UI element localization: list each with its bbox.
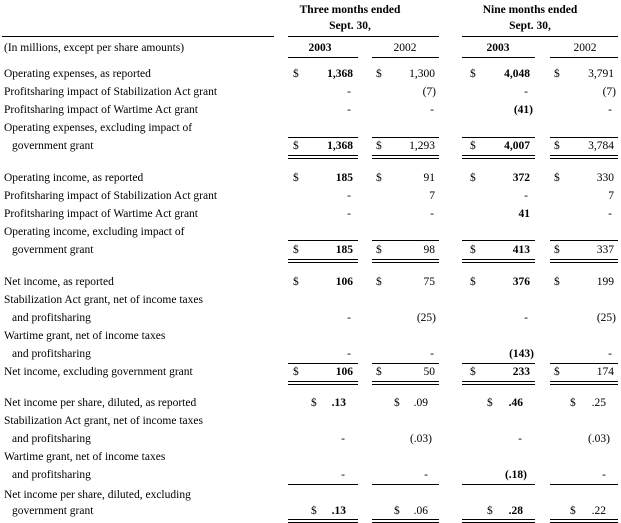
row-label: government grant bbox=[12, 505, 94, 517]
total-double-rule bbox=[462, 381, 535, 385]
row-label: Operating expenses, excluding impact of bbox=[4, 122, 193, 134]
total-double-rule bbox=[550, 519, 618, 523]
total-double-rule bbox=[462, 519, 535, 523]
dollar-sign: $ bbox=[470, 276, 476, 288]
value-3m-2003: 106 bbox=[335, 366, 353, 378]
value-9m-2003: 372 bbox=[512, 172, 530, 184]
dollar-sign: $ bbox=[570, 505, 576, 517]
dollar-sign: $ bbox=[311, 505, 317, 517]
subtotal-rule bbox=[550, 240, 618, 241]
three-months-header bbox=[275, 2, 425, 34]
column-header-rule-1 bbox=[288, 57, 358, 58]
dollar-sign: $ bbox=[293, 366, 299, 378]
total-double-rule bbox=[372, 259, 439, 263]
row-label: Net income per share, diluted, as reported bbox=[4, 397, 197, 409]
value-9m-2002: (25) bbox=[596, 312, 616, 324]
value-9m-2002: (.03) bbox=[587, 433, 610, 445]
column-header-rule-3 bbox=[462, 57, 535, 58]
value-3m-2003: 185 bbox=[335, 244, 353, 256]
header-divider-three-months bbox=[288, 36, 439, 37]
value-9m-2003: 233 bbox=[512, 366, 530, 378]
three-months-header-line1: Three months ended bbox=[299, 4, 401, 16]
table-row bbox=[0, 102, 621, 119]
total-double-rule bbox=[288, 155, 358, 159]
dollar-sign: $ bbox=[293, 276, 299, 288]
col-year-2: 2002 bbox=[393, 42, 417, 54]
value-9m-2002: 330 bbox=[596, 172, 614, 184]
dollar-sign: $ bbox=[376, 68, 382, 80]
row-label: Operating income, as reported bbox=[4, 172, 144, 184]
header-divider-nine-months bbox=[462, 36, 618, 37]
value-9m-2002: .22 bbox=[591, 505, 606, 517]
value-3m-2003: .13 bbox=[331, 505, 346, 517]
nine-months-header bbox=[455, 2, 605, 34]
units-row bbox=[0, 40, 621, 57]
value-9m-2003: .28 bbox=[508, 505, 523, 517]
value-3m-2003: - bbox=[347, 86, 351, 98]
subtotal-rule bbox=[288, 240, 358, 241]
value-9m-2002: - bbox=[608, 348, 612, 360]
dollar-sign: $ bbox=[554, 276, 560, 288]
value-9m-2003: - bbox=[524, 312, 528, 324]
value-3m-2002: - bbox=[424, 469, 428, 481]
row-label: Profitsharing impact of Stabilization Act grant bbox=[4, 190, 218, 202]
row-label: Profitsharing impact of Stabilization Act grant bbox=[4, 86, 218, 98]
value-9m-2002: 199 bbox=[596, 276, 614, 288]
dollar-sign: $ bbox=[376, 172, 382, 184]
value-3m-2003: - bbox=[347, 104, 351, 116]
dollar-sign: $ bbox=[487, 397, 493, 409]
total-double-rule bbox=[372, 381, 439, 385]
value-3m-2002: 75 bbox=[423, 276, 435, 288]
value-3m-2002: - bbox=[430, 348, 434, 360]
col-year-4: 2002 bbox=[573, 42, 597, 54]
table-row bbox=[0, 206, 621, 223]
subtotal-rule bbox=[462, 240, 535, 241]
table-row bbox=[0, 449, 621, 466]
value-3m-2002: (7) bbox=[422, 86, 436, 98]
value-3m-2002: 1,300 bbox=[409, 68, 435, 80]
subtotal-rule bbox=[372, 484, 439, 485]
row-label: Operating expenses, as reported bbox=[4, 68, 151, 80]
value-3m-2002: 98 bbox=[423, 244, 435, 256]
nine-months-header-line2: Sept. 30, bbox=[509, 20, 551, 32]
value-9m-2003: 41 bbox=[518, 208, 530, 220]
dollar-sign: $ bbox=[470, 366, 476, 378]
value-3m-2003: 185 bbox=[335, 172, 353, 184]
value-3m-2002: - bbox=[430, 208, 434, 220]
dollar-sign: $ bbox=[554, 140, 560, 152]
value-9m-2002: 3,784 bbox=[588, 140, 614, 152]
nine-months-header-line1: Nine months ended bbox=[482, 4, 578, 16]
value-3m-2003: - bbox=[347, 208, 351, 220]
value-3m-2002: .09 bbox=[413, 397, 428, 409]
table-row bbox=[0, 66, 621, 83]
dollar-sign: $ bbox=[376, 276, 382, 288]
table-row bbox=[0, 274, 621, 291]
value-9m-2002: - bbox=[608, 104, 612, 116]
total-double-rule bbox=[288, 381, 358, 385]
table-row bbox=[0, 310, 621, 327]
value-3m-2002: - bbox=[430, 104, 434, 116]
value-9m-2003: 4,048 bbox=[504, 68, 530, 80]
total-double-rule bbox=[372, 519, 439, 523]
dollar-sign: $ bbox=[487, 505, 493, 517]
value-3m-2002: 1,293 bbox=[409, 140, 435, 152]
dollar-sign: $ bbox=[470, 244, 476, 256]
table-row bbox=[0, 487, 621, 504]
dollar-sign: $ bbox=[293, 172, 299, 184]
dollar-sign: $ bbox=[470, 140, 476, 152]
dollar-sign: $ bbox=[570, 397, 576, 409]
value-9m-2003: (41) bbox=[513, 104, 533, 116]
row-label: government grant bbox=[12, 140, 94, 152]
value-9m-2003: 4,007 bbox=[504, 140, 530, 152]
table-row bbox=[0, 224, 621, 241]
dollar-sign: $ bbox=[376, 140, 382, 152]
dollar-sign: $ bbox=[293, 68, 299, 80]
row-label: Wartime grant, net of income taxes bbox=[4, 451, 166, 463]
value-3m-2002: 91 bbox=[423, 172, 435, 184]
table-row bbox=[0, 84, 621, 101]
subtotal-rule bbox=[462, 484, 535, 485]
total-double-rule bbox=[550, 155, 618, 159]
value-9m-2003: (.18) bbox=[504, 469, 527, 481]
subtotal-rule bbox=[288, 484, 358, 485]
table-row bbox=[0, 120, 621, 137]
dollar-sign: $ bbox=[394, 505, 400, 517]
table-row bbox=[0, 364, 621, 381]
value-3m-2002: .06 bbox=[413, 505, 428, 517]
column-header-rule-2 bbox=[372, 57, 439, 58]
value-9m-2002: .25 bbox=[591, 397, 606, 409]
column-header-rule-4 bbox=[550, 57, 618, 58]
dollar-sign: $ bbox=[376, 366, 382, 378]
row-label: Wartime grant, net of income taxes bbox=[4, 330, 166, 342]
value-9m-2002: 7 bbox=[608, 190, 614, 202]
table-row bbox=[0, 328, 621, 345]
table-row bbox=[0, 138, 621, 155]
subtotal-rule bbox=[372, 240, 439, 241]
value-9m-2003: 376 bbox=[512, 276, 530, 288]
row-label: Net income per share, diluted, excluding bbox=[4, 489, 191, 501]
value-3m-2003: 106 bbox=[335, 276, 353, 288]
dollar-sign: $ bbox=[554, 68, 560, 80]
value-9m-2003: - bbox=[524, 86, 528, 98]
row-label: Operating income, excluding impact of bbox=[4, 226, 185, 238]
dollar-sign: $ bbox=[470, 172, 476, 184]
row-label: Profitsharing impact of Wartime Act grant bbox=[4, 104, 198, 116]
row-label: Net income, excluding government grant bbox=[4, 366, 193, 378]
value-9m-2002: 174 bbox=[596, 366, 614, 378]
row-label: and profitsharing bbox=[12, 469, 91, 481]
value-9m-2002: - bbox=[608, 208, 612, 220]
subtotal-rule bbox=[550, 484, 618, 485]
dollar-sign: $ bbox=[554, 244, 560, 256]
row-label: Stabilization Act grant, net of income taxes bbox=[4, 415, 203, 427]
value-9m-2002: - bbox=[602, 469, 606, 481]
row-label: Profitsharing impact of Wartime Act grant bbox=[4, 208, 198, 220]
value-3m-2003: - bbox=[347, 190, 351, 202]
table-row bbox=[0, 188, 621, 205]
value-9m-2002: 3,791 bbox=[588, 68, 614, 80]
table-row bbox=[0, 242, 621, 259]
dollar-sign: $ bbox=[470, 68, 476, 80]
value-9m-2003: .46 bbox=[508, 397, 523, 409]
value-3m-2003: - bbox=[347, 312, 351, 324]
value-9m-2003: 413 bbox=[512, 244, 530, 256]
value-9m-2002: (7) bbox=[602, 86, 616, 98]
dollar-sign: $ bbox=[554, 172, 560, 184]
table-row bbox=[0, 292, 621, 309]
value-9m-2003: (143) bbox=[509, 348, 534, 360]
table-row bbox=[0, 503, 621, 520]
table-row bbox=[0, 395, 621, 412]
value-3m-2002: 50 bbox=[423, 366, 435, 378]
total-double-rule bbox=[372, 155, 439, 159]
table-row bbox=[0, 170, 621, 187]
col-year-1: 2003 bbox=[308, 42, 332, 54]
row-label: government grant bbox=[12, 244, 94, 256]
row-label: and profitsharing bbox=[12, 348, 91, 360]
units-label: (In millions, except per share amounts) bbox=[4, 42, 185, 54]
dollar-sign: $ bbox=[376, 244, 382, 256]
row-label: and profitsharing bbox=[12, 312, 91, 324]
value-3m-2003: 1,368 bbox=[327, 68, 353, 80]
total-double-rule bbox=[288, 519, 358, 523]
row-label: and profitsharing bbox=[12, 433, 91, 445]
value-3m-2003: .13 bbox=[331, 397, 346, 409]
total-double-rule bbox=[288, 259, 358, 263]
dollar-sign: $ bbox=[311, 397, 317, 409]
value-9m-2003: - bbox=[518, 433, 522, 445]
table-row bbox=[0, 346, 621, 363]
value-3m-2003: - bbox=[341, 433, 345, 445]
table-row bbox=[0, 413, 621, 430]
total-double-rule bbox=[462, 259, 535, 263]
table-row bbox=[0, 431, 621, 448]
value-3m-2002: (25) bbox=[416, 312, 436, 324]
value-9m-2002: 337 bbox=[596, 244, 614, 256]
col-year-3: 2003 bbox=[486, 42, 510, 54]
total-double-rule bbox=[550, 259, 618, 263]
dollar-sign: $ bbox=[394, 397, 400, 409]
value-3m-2003: - bbox=[341, 469, 345, 481]
value-3m-2002: 7 bbox=[429, 190, 435, 202]
total-double-rule bbox=[462, 155, 535, 159]
dollar-sign: $ bbox=[554, 366, 560, 378]
dollar-sign: $ bbox=[293, 244, 299, 256]
row-label: Net income, as reported bbox=[4, 276, 114, 288]
row-label: Stabilization Act grant, net of income taxes bbox=[4, 294, 203, 306]
three-months-header-line2: Sept. 30, bbox=[329, 20, 371, 32]
value-3m-2003: 1,368 bbox=[327, 140, 353, 152]
value-3m-2003: - bbox=[347, 348, 351, 360]
value-9m-2003: - bbox=[524, 190, 528, 202]
header-divider-left bbox=[2, 36, 274, 37]
dollar-sign: $ bbox=[293, 140, 299, 152]
total-double-rule bbox=[550, 381, 618, 385]
value-3m-2002: (.03) bbox=[409, 433, 432, 445]
table-row bbox=[0, 467, 621, 484]
